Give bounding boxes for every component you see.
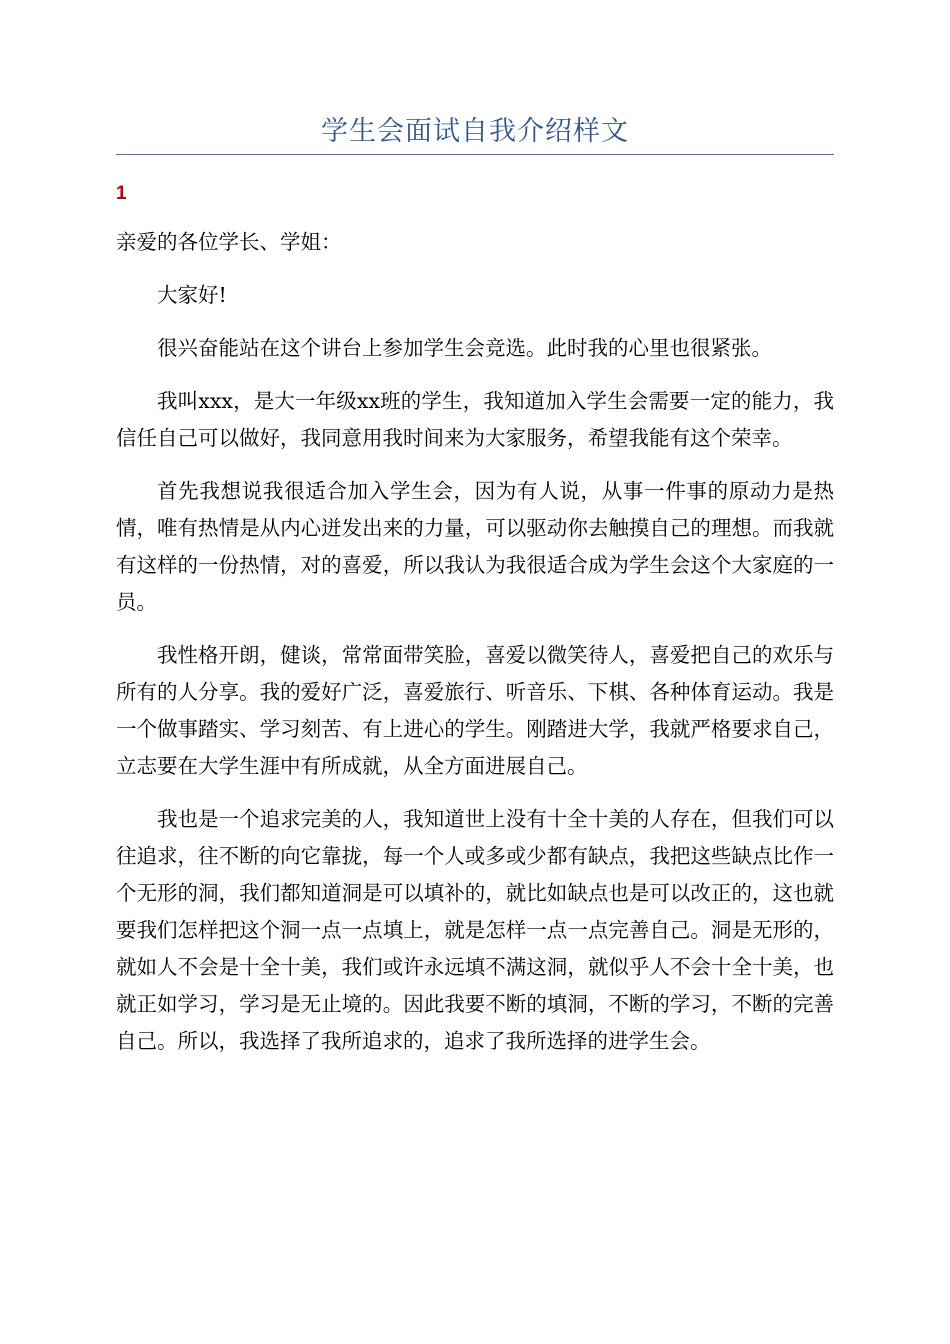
title-underline bbox=[116, 154, 834, 155]
section-number: 1 bbox=[116, 183, 127, 204]
body-paragraph: 首先我想说我很适合加入学生会，因为有人说，从事一件事的原动力是热情，唯有热情是从内心迸发出来的力量，可以驱动你去触摸自己的理想。而我就有这样的一份热情，对的喜爱，所以我认为我很适合成为学生会这个大家庭的一员。 bbox=[116, 479, 834, 614]
body-paragraph: 我性格开朗，健谈，常常面带笑脸，喜爱以微笑待人，喜爱把自己的欢乐与所有的人分享。我的爱好广泛，喜爱旅行、听音乐、下棋、各种体育运动。我是一个做事踏实、学习刻苦、有上进心的学生。刚踏进大学，我就严格要求自己，立志要在大学生涯中有所成就，从全方面进展自己。 bbox=[116, 643, 834, 778]
body-paragraph: 很兴奋能站在这个讲台上参加学生会竞选。此时我的心里也很紧张。 bbox=[157, 336, 772, 360]
document-title: 学生会面试自我介绍样文 bbox=[321, 116, 629, 147]
salutation-paragraph: 亲爱的各位学长、学姐： bbox=[116, 230, 342, 254]
body-paragraph: 我叫xxx，是大一年级xx班的学生，我知道加入学生会需要一定的能力，我信任自己可以做好，我同意用我时间来为大家服务，希望我能有这个荣幸。 bbox=[116, 389, 834, 450]
body-paragraph: 我也是一个追求完美的人，我知道世上没有十全十美的人存在，但我们可以往追求，往不断的向它靠拢，每一个人或多或少都有缺点，我把这些缺点比作一个无形的洞，我们都知道洞是可以填补的，就比如缺点也是可以改正的，这也就要我们怎样把这个洞一点一点填上，就是怎样一点一点完善自己。洞是无形的，就如人不会是十全十美，我们或许永远填不满这洞，就似乎人不会十全十美，也就正如学习，学习是无止境的。因此我要不断的填洞，不断的学习，不断的完善自己。所以，我选择了我所追求的，追求了我所选择的进学生会。 bbox=[116, 807, 834, 1053]
document-body bbox=[116, 224, 834, 1076]
greeting-paragraph: 大家好! bbox=[157, 283, 227, 307]
